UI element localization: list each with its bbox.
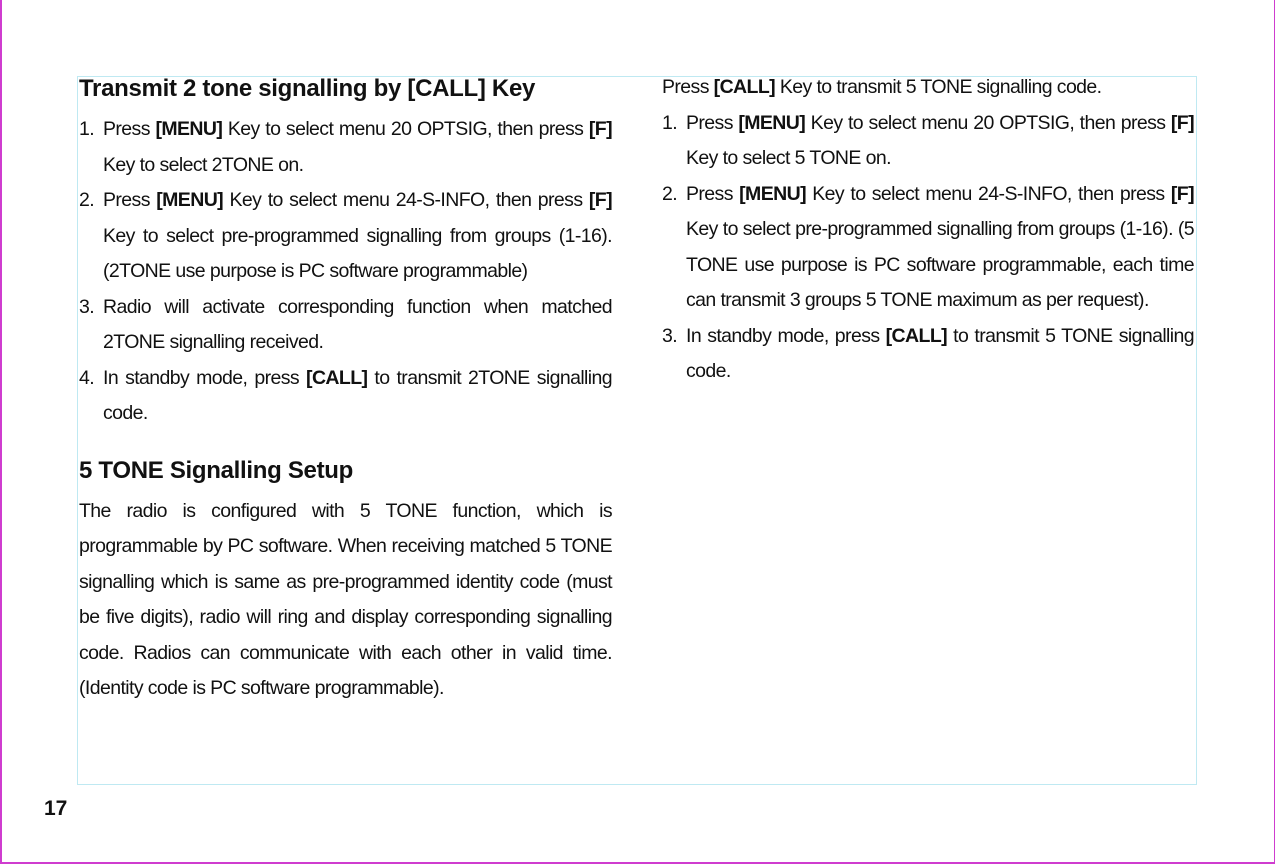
key-label-call: [CALL] (306, 366, 368, 389)
page-number: 17 (44, 797, 68, 820)
step-number: 2. (79, 189, 95, 211)
step-number: 3. (79, 295, 95, 318)
step-text: to transmit 5 TONE signalling code. (686, 324, 1195, 382)
transmit-2tone-heading: Transmit 2 tone signalling by [CALL] Key (79, 75, 536, 102)
list-item (662, 106, 1194, 177)
step-text: to transmit 2TONE signalling code. (103, 366, 612, 424)
step-text: Key to select menu 20 OPTSIG, then press (222, 118, 589, 140)
step-text: Press (686, 182, 740, 205)
key-label-menu: [MENU] (738, 111, 806, 134)
step-number: 1. (662, 111, 678, 134)
key-label-f: [F] (1170, 182, 1194, 205)
step-text: In standby mode, press (686, 324, 886, 347)
key-label-call: [CALL] (713, 76, 776, 98)
step-text: Key to select 2TONE on. (103, 153, 304, 176)
key-label-f: [F] (588, 118, 612, 140)
step-text: Radio will activate corresponding function when matched 2TONE signalling received. (103, 295, 612, 353)
key-label-menu: [MENU] (155, 118, 223, 140)
step-number: 4. (79, 366, 95, 389)
key-label-menu: [MENU] (739, 182, 806, 205)
step-text: Key to select menu 24-S-INFO, then press (223, 189, 589, 211)
key-label-menu: [MENU] (156, 189, 224, 211)
step-number: 1. (79, 118, 95, 140)
list-item (662, 177, 1194, 319)
step-text: Press (686, 111, 739, 134)
step-number: 3. (662, 324, 678, 347)
step-text: Key to select menu 24-S-INFO, then press (805, 182, 1171, 205)
intro-text: Key to transmit 5 TONE signalling code. (775, 76, 1102, 98)
five-tone-description: The radio is configured with 5 TONE function, which is programmable by PC software. When receiving matched 5 TONE signalling which is same as pre-programmed identity code (must be five digits), radio will ring and display corresponding signalling code. Radios can communicate with each other in valid time. (Identity code is PC software programmable). (79, 499, 612, 699)
key-label-f: [F] (588, 189, 612, 211)
key-label-call: [CALL] (885, 324, 948, 347)
right-column (662, 70, 1194, 390)
transmit-2tone-steps (79, 112, 612, 432)
step-text: Press (103, 189, 157, 211)
transmit-5tone-steps (662, 106, 1194, 390)
step-text: Press (103, 118, 156, 140)
step-number: 2. (662, 182, 678, 205)
step-text: Key to select pre-programmed signalling from groups (1-16). (5 TONE use purpose is PC software programmable, each time can transmit 3 groups 5 TONE maximum as per request). (686, 218, 1194, 311)
list-item (662, 319, 1194, 390)
intro-text: Press (662, 76, 714, 98)
step-text: Key to select menu 20 OPTSIG, then press (805, 111, 1171, 134)
step-text: In standby mode, press (103, 366, 307, 389)
list-item (79, 361, 612, 432)
step-text: Key to select pre-programmed signalling from groups (1-16). (2TONE use purpose is PC software programmable) (103, 224, 612, 282)
transmit-5tone-intro (662, 70, 1194, 106)
list-item (79, 183, 612, 290)
list-item (79, 112, 612, 183)
step-text: Key to select 5 TONE on. (686, 147, 891, 169)
list-item (79, 290, 612, 361)
left-column (79, 76, 612, 707)
key-label-f: [F] (1170, 111, 1194, 134)
five-tone-setup-heading: 5 TONE Signalling Setup (79, 456, 354, 484)
